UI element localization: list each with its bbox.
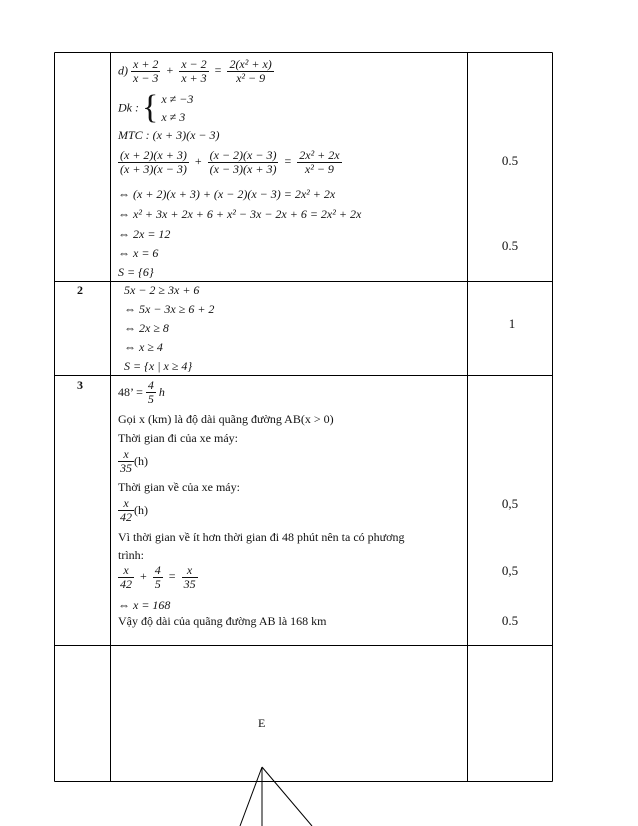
- step-2: ⇔ x² + 3x + 2x + 6 + x² − 3x − 2x + 6 = 2x² + 2x: [118, 207, 362, 221]
- score-d-b: 0.5: [501, 238, 519, 253]
- time-go-expression: $\frac{x}{35}$ (h): [120, 447, 148, 475]
- q2-line-2: ⇔ 5x − 3x ≥ 6 + 2: [124, 302, 215, 316]
- step-3: ⇔ 2x = 12: [118, 227, 171, 241]
- q3-equation: $\frac{x}{42}$ + $\frac{4}{5}$ = $\frac{x}{35}$: [120, 563, 196, 591]
- fraction: $\frac{\text{2x² + 2x}}{\text{x² − 9}}$: [299, 148, 340, 176]
- score-d-a: 0.5: [501, 153, 519, 168]
- expanded-equation: $\frac{(x + 2)(x + 3)}{(x + 3)(x - 3)}$ + $\frac{(x - 2)(x - 3)}{(x - 3)(x + 3)}$ = $\frac{\text{2x² + 2x}}{\text{x² − 9}}$: [120, 148, 340, 176]
- let-statement: Gọi x (km) là độ dài quãng đường AB(x > 0): [118, 412, 334, 426]
- fraction: $\frac{\text{2(x² + x)}}{\text{x² − 9}}$: [229, 57, 272, 85]
- score-q3-c: 0.5: [501, 613, 519, 628]
- condition-label: Dk :: [118, 100, 139, 115]
- fraction: $\frac{(x + 2)(x + 3)}{(x + 3)(x - 3)}$: [120, 148, 187, 176]
- point-label-e: E: [258, 716, 266, 730]
- q2-line-3: ⇔ 2x ≥ 8: [124, 321, 169, 335]
- fraction: $\frac{(x - 2)(x - 3)}{(x - 3)(x + 3)}$: [209, 148, 277, 176]
- part-d-equation: d) $\frac{x + 2}{x - 3}$ + $\frac{x - 2}{x + 3}$ = $\frac{\text{2(x² + x)}}{\text{x² − 9}}$: [118, 57, 272, 85]
- time-back-expression: $\frac{x}{42}$ (h): [120, 496, 148, 524]
- q2-line-4: ⇔ x ≥ 4: [124, 340, 163, 354]
- condition-system: [161, 90, 193, 126]
- fraction: $\frac{x}{42}$: [120, 563, 132, 591]
- condition-2: x ≠ 3: [161, 110, 186, 124]
- q2-line-1: 5x − 2 ≥ 3x + 6: [124, 283, 200, 297]
- part-d-label: d): [118, 63, 128, 78]
- fraction: $\frac{4}{5}$: [154, 563, 161, 591]
- time-conversion: 48’ = $\frac{4}{5}$ h: [118, 378, 165, 406]
- score-q3-a: 0,5: [501, 496, 519, 511]
- triangle-drawing: [240, 767, 312, 826]
- question-number-2: 2: [77, 283, 83, 297]
- condition-block: [118, 90, 193, 126]
- reason-line-2: trình:: [118, 548, 144, 562]
- q2-solution-set: S = {x | x ≥ 4}: [124, 359, 193, 373]
- time-back-label: Thời gian về của xe máy:: [118, 480, 240, 494]
- time-go-label: Thời gian đi của xe máy:: [118, 431, 238, 445]
- fraction: $\frac{x + 2}{x - 3}$: [133, 57, 159, 85]
- reason-line-1: Vì thời gian về ít hơn thời gian đi 48 phút nên ta có phương: [118, 530, 405, 544]
- fraction: $\frac{x - 2}{x + 3}$: [181, 57, 207, 85]
- step-1: ⇔ (x + 2)(x + 3) + (x − 2)(x − 3) = 2x² + 2x: [118, 187, 336, 201]
- fraction: $\frac{4}{5}$: [147, 378, 154, 406]
- condition-1: x ≠ −3: [161, 92, 194, 106]
- q3-conclusion: Vậy độ dài của quãng đường AB là 168 km: [118, 614, 327, 628]
- fraction: $\frac{x}{42}$: [120, 496, 132, 524]
- solution-set: S = {6}: [118, 265, 154, 279]
- score-q3-b: 0,5: [501, 563, 519, 578]
- score-q2: 1: [508, 316, 516, 331]
- brace-icon: {: [142, 89, 159, 126]
- q3-result: ⇔ x = 168: [118, 598, 171, 612]
- fraction: $\frac{x}{35}$: [183, 563, 196, 591]
- fraction: $\frac{x}{35}$: [120, 447, 132, 475]
- question-number-3: 3: [77, 378, 83, 392]
- step-4: ⇔ x = 6: [118, 246, 159, 260]
- common-denominator: MTC : (x + 3)(x − 3): [118, 128, 220, 142]
